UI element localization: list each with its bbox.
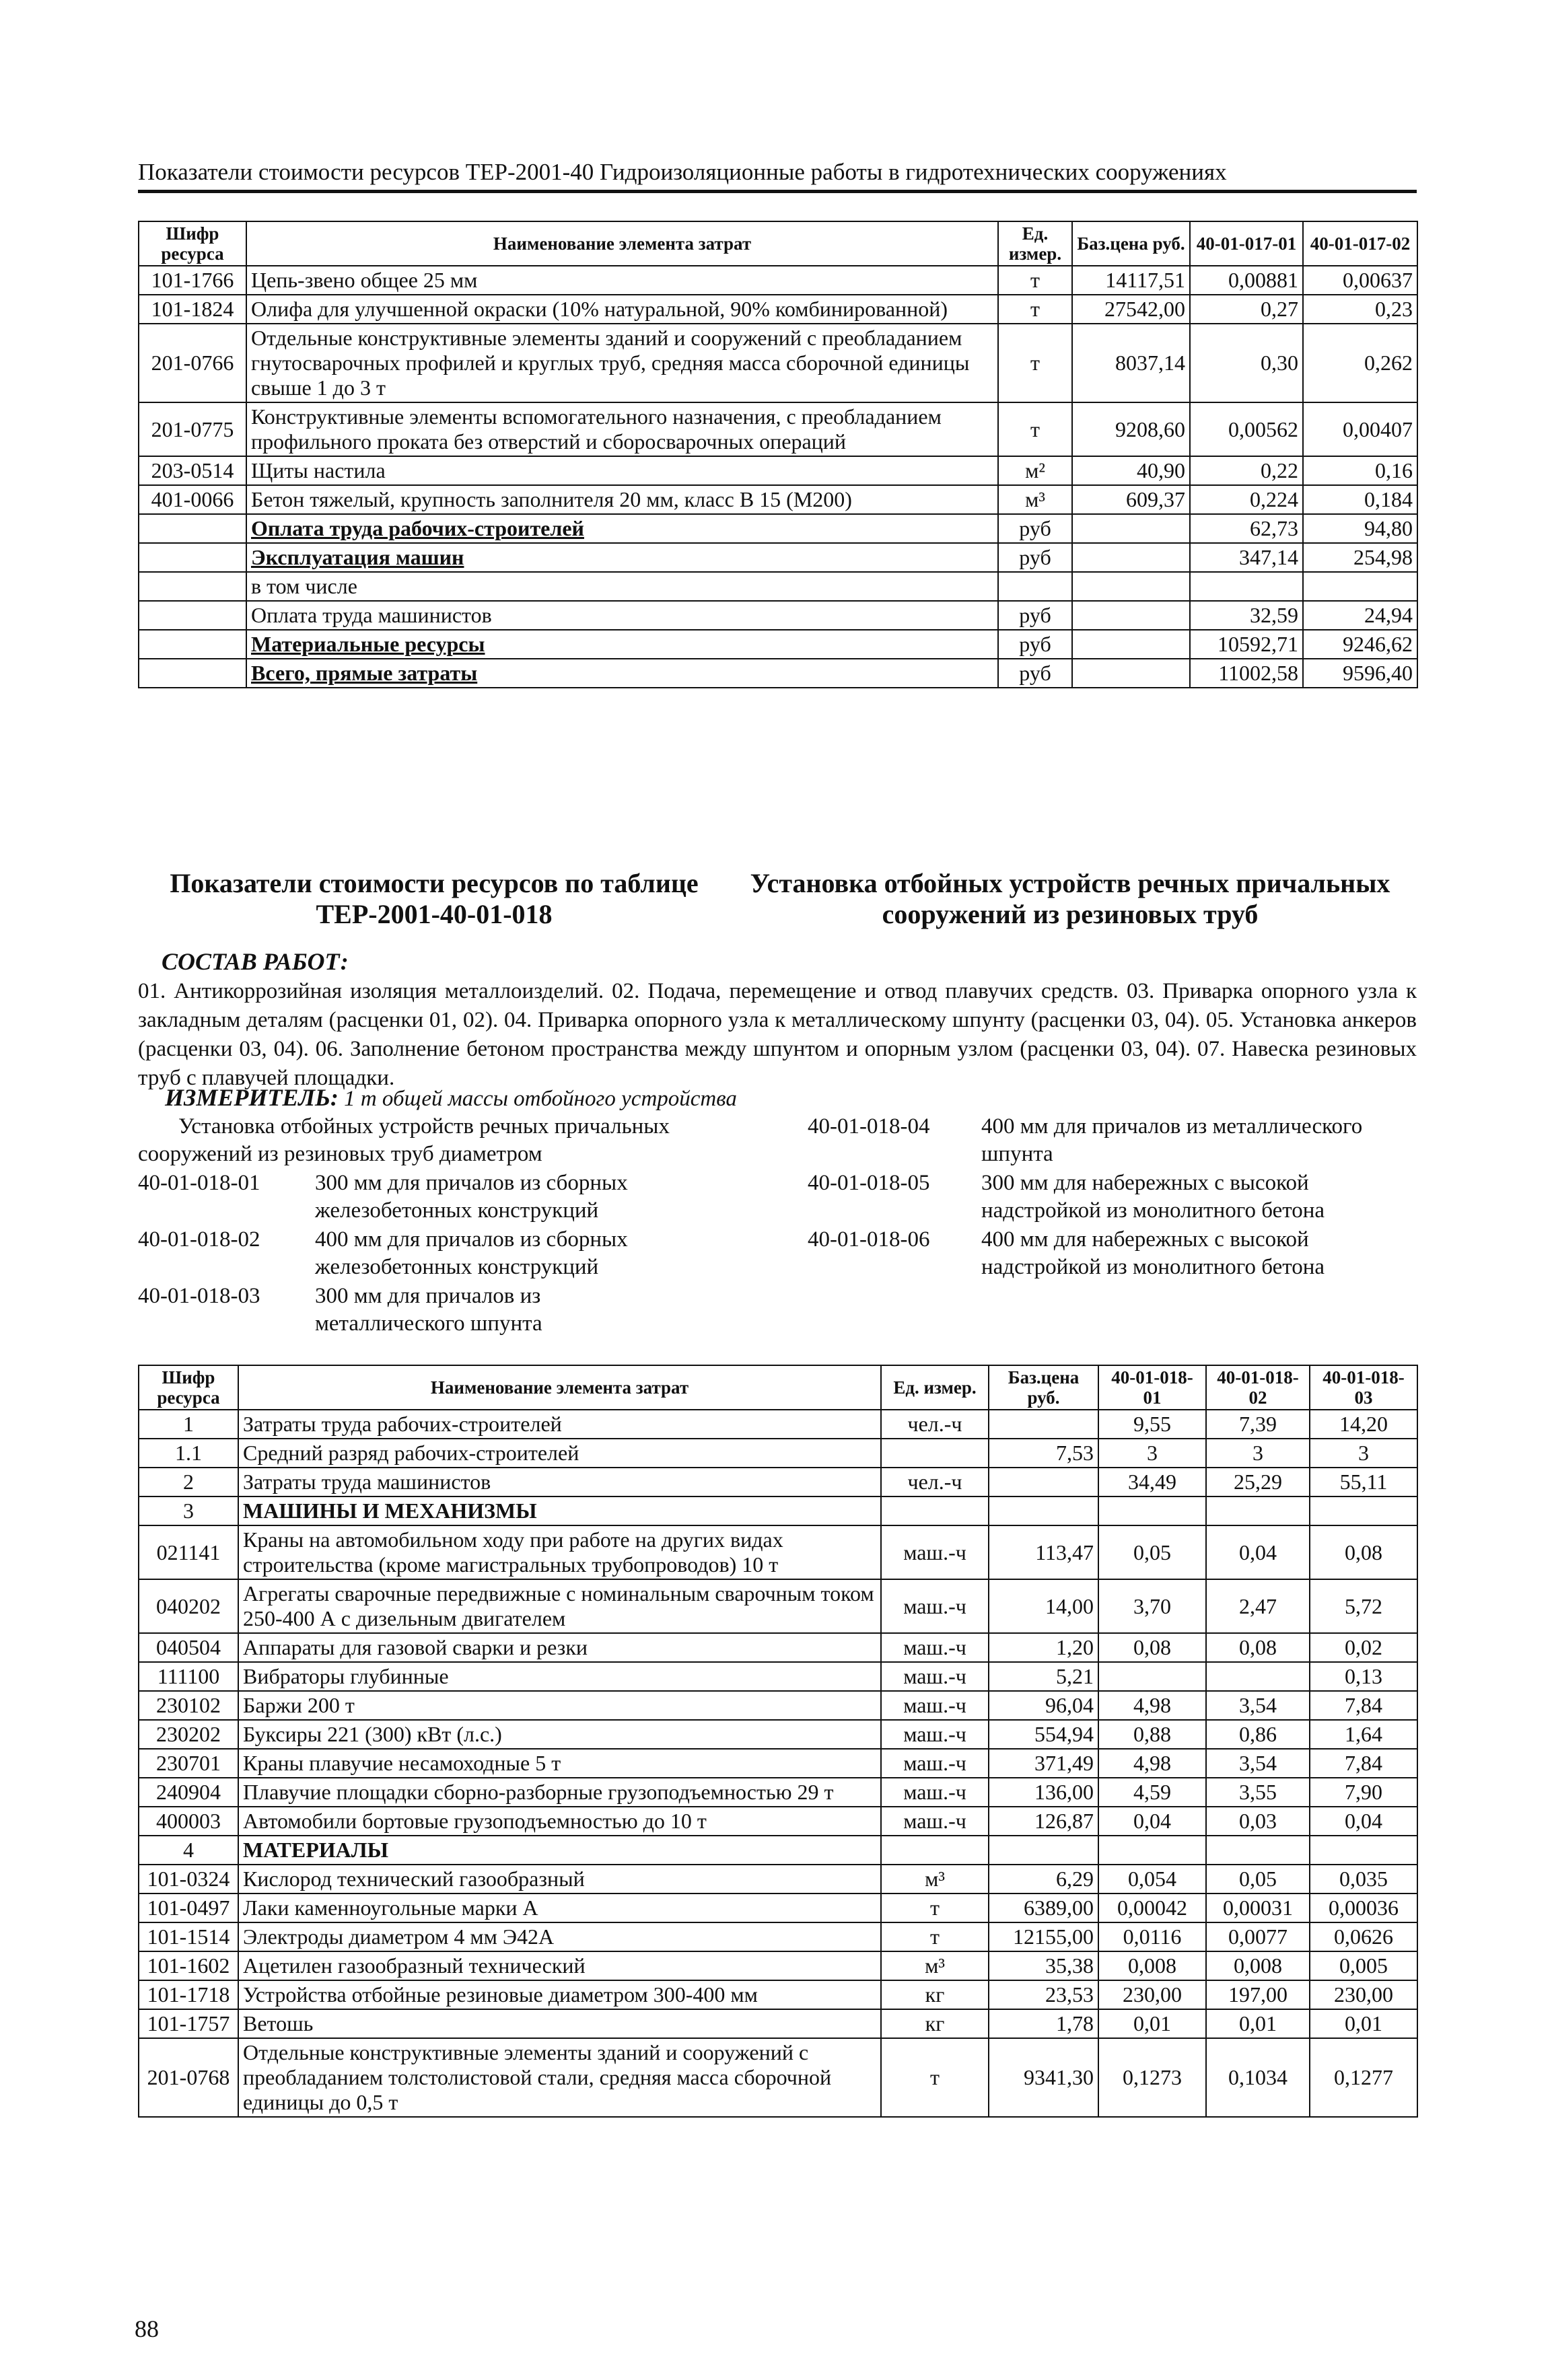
resource-name-cell: Конструктивные элементы вспомогательного назначения, с преобладанием профильного проката без отверстий и сборосварочных операций	[246, 402, 998, 456]
value-cell: 9246,62	[1303, 630, 1417, 659]
resource-name-cell: Плавучие площадки сборно-разборные грузоподъемностью 29 т	[238, 1778, 881, 1807]
resource-table-018	[138, 1365, 1418, 2118]
empty-cell	[1072, 630, 1190, 659]
price-cell: 1,20	[989, 1633, 1098, 1662]
resource-name-cell: Кислород технический газообразный	[238, 1865, 881, 1894]
table-row	[139, 1865, 1417, 1894]
resource-name-cell: Баржи 200 т	[238, 1691, 881, 1720]
value-cell: 0,23	[1303, 295, 1417, 324]
resource-code-cell: 101-1514	[139, 1922, 238, 1951]
section-title-right: Установка отбойных устройств речных причальных сооружений из резиновых труб	[750, 868, 1390, 929]
value-cell: 230,00	[1098, 1980, 1206, 2009]
value-cell	[1098, 1496, 1206, 1525]
totals-name-cell: Оплата труда рабочих-строителей	[246, 514, 998, 543]
resource-code-cell: 101-1766	[139, 266, 246, 295]
resource-code-cell: 201-0775	[139, 402, 246, 456]
value-cell: 254,98	[1303, 543, 1417, 572]
table-row	[139, 1778, 1417, 1807]
value-cell: 0,30	[1190, 324, 1303, 402]
value-cell	[1098, 1836, 1206, 1865]
unit-cell: т	[881, 2038, 989, 2117]
variant-code: 40-01-018-03	[138, 1284, 260, 1308]
unit-cell: м³	[998, 485, 1072, 514]
resource-code-cell: 040202	[139, 1579, 238, 1633]
unit-cell: маш.-ч	[881, 1749, 989, 1778]
resource-code-cell: 240904	[139, 1778, 238, 1807]
value-cell	[1303, 572, 1417, 601]
totals-row	[139, 601, 1417, 630]
value-cell: 62,73	[1190, 514, 1303, 543]
table-row	[139, 2009, 1417, 2038]
value-cell: 11002,58	[1190, 659, 1303, 688]
value-cell: 0,00562	[1190, 402, 1303, 456]
price-cell	[989, 1410, 1098, 1439]
value-cell: 55,11	[1310, 1468, 1417, 1496]
unit-cell: руб	[998, 514, 1072, 543]
unit-cell: маш.-ч	[881, 1579, 989, 1633]
resource-code-cell: 401-0066	[139, 485, 246, 514]
resource-code-cell: 2	[139, 1468, 238, 1496]
col-header-price: Баз.цена руб.	[989, 1365, 1098, 1410]
price-cell: 113,47	[989, 1525, 1098, 1579]
resource-name-cell: Отдельные конструктивные элементы зданий и сооружений с преобладанием толстолистовой стали, средняя масса сборочной единицы до 0,5 т	[238, 2038, 881, 2117]
price-cell: 9341,30	[989, 2038, 1098, 2117]
table-row	[139, 1662, 1417, 1691]
value-cell	[1098, 1662, 1206, 1691]
resource-name-cell: Ацетилен газообразный технический	[238, 1951, 881, 1980]
value-cell: 0,08	[1098, 1633, 1206, 1662]
totals-name-cell: Эксплуатация машин	[246, 543, 998, 572]
price-cell: 9208,60	[1072, 402, 1190, 456]
resource-code-cell: 111100	[139, 1662, 238, 1691]
unit-cell: маш.-ч	[881, 1720, 989, 1749]
value-cell: 0,01	[1310, 2009, 1417, 2038]
variant-code: 40-01-018-04	[808, 1114, 930, 1139]
resource-name-cell: Вибраторы глубинные	[238, 1662, 881, 1691]
section-row	[139, 1836, 1417, 1865]
page-header: Показатели стоимости ресурсов ТЕР-2001-40 Гидроизоляционные работы в гидротехнических сооружениях	[138, 159, 1417, 193]
value-cell: 34,49	[1098, 1468, 1206, 1496]
col-header-c2: 40-01-017-02	[1303, 221, 1417, 266]
value-cell: 24,94	[1303, 601, 1417, 630]
empty-cell	[139, 659, 246, 688]
resource-name-cell: Лаки каменноугольные марки А	[238, 1894, 881, 1922]
value-cell: 5,72	[1310, 1579, 1417, 1633]
resource-name-cell: МАШИНЫ И МЕХАНИЗМЫ	[238, 1496, 881, 1525]
empty-cell	[139, 572, 246, 601]
table-row	[139, 1691, 1417, 1720]
unit-cell: т	[881, 1894, 989, 1922]
value-cell	[1206, 1662, 1310, 1691]
value-cell: 0,00042	[1098, 1894, 1206, 1922]
variant-text: 300 мм для набережных с высокой надстройкой из монолитного бетона	[981, 1171, 1325, 1223]
totals-row	[139, 659, 1417, 688]
empty-cell	[139, 601, 246, 630]
value-cell: 0,00407	[1303, 402, 1417, 456]
table-row	[139, 1951, 1417, 1980]
value-cell: 0,00036	[1310, 1894, 1417, 1922]
value-cell: 4,98	[1098, 1691, 1206, 1720]
price-cell: 23,53	[989, 1980, 1098, 2009]
value-cell: 0,035	[1310, 1865, 1417, 1894]
empty-cell	[139, 514, 246, 543]
value-cell: 0,008	[1098, 1951, 1206, 1980]
resource-code-cell: 1.1	[139, 1439, 238, 1468]
table-row	[139, 1749, 1417, 1778]
value-cell: 0,04	[1310, 1807, 1417, 1836]
unit-cell: кг	[881, 2009, 989, 2038]
unit-cell: т	[881, 1922, 989, 1951]
resource-name-cell: Аппараты для газовой сварки и резки	[238, 1633, 881, 1662]
resource-name-cell: Отдельные конструктивные элементы зданий и сооружений с преобладанием гнутосварочных профилей и круглых труб, средняя масса сборочной единицы свыше 1 до 3 т	[246, 324, 998, 402]
value-cell: 3	[1206, 1439, 1310, 1468]
value-cell: 7,84	[1310, 1691, 1417, 1720]
value-cell: 0,01	[1098, 2009, 1206, 2038]
resource-code-cell: 4	[139, 1836, 238, 1865]
resource-code-cell: 101-0497	[139, 1894, 238, 1922]
unit-cell	[998, 572, 1072, 601]
totals-row	[139, 514, 1417, 543]
col-header-unit: Ед. измер.	[881, 1365, 989, 1410]
resource-table-017	[138, 221, 1418, 688]
value-cell: 0,1034	[1206, 2038, 1310, 2117]
resource-code-cell: 040504	[139, 1633, 238, 1662]
empty-cell	[139, 630, 246, 659]
resource-name-cell: Электроды диаметром 4 мм Э42А	[238, 1922, 881, 1951]
resource-code-cell: 101-1718	[139, 1980, 238, 2009]
price-cell: 6,29	[989, 1865, 1098, 1894]
unit-cell: маш.-ч	[881, 1778, 989, 1807]
value-cell: 0,08	[1310, 1525, 1417, 1579]
value-cell	[1310, 1496, 1417, 1525]
variant-text: 400 мм для набережных с высокой надстройкой из монолитного бетона	[981, 1227, 1325, 1279]
unit-cell: кг	[881, 1980, 989, 2009]
value-cell: 3,54	[1206, 1691, 1310, 1720]
value-cell: 1,64	[1310, 1720, 1417, 1749]
table-header-row	[139, 221, 1417, 266]
price-cell: 40,90	[1072, 456, 1190, 485]
measure-line	[165, 1083, 737, 1112]
resource-code-cell: 203-0514	[139, 456, 246, 485]
value-cell: 0,01	[1206, 2009, 1310, 2038]
totals-row	[139, 630, 1417, 659]
price-cell: 12155,00	[989, 1922, 1098, 1951]
value-cell: 7,84	[1310, 1749, 1417, 1778]
value-cell	[1190, 572, 1303, 601]
value-cell: 4,59	[1098, 1778, 1206, 1807]
price-cell: 1,78	[989, 2009, 1098, 2038]
value-cell	[1310, 1836, 1417, 1865]
unit-cell: чел.-ч	[881, 1468, 989, 1496]
unit-cell: т	[998, 266, 1072, 295]
value-cell: 0,88	[1098, 1720, 1206, 1749]
work-composition-label: СОСТАВ РАБОТ:	[162, 948, 349, 975]
variant-code: 40-01-018-02	[138, 1227, 260, 1252]
unit-cell: м²	[998, 456, 1072, 485]
resource-code-cell: 230102	[139, 1691, 238, 1720]
empty-cell	[1072, 659, 1190, 688]
value-cell: 0,13	[1310, 1662, 1417, 1691]
resource-name-cell: МАТЕРИАЛЫ	[238, 1836, 881, 1865]
value-cell: 230,00	[1310, 1980, 1417, 2009]
value-cell: 0,005	[1310, 1951, 1417, 1980]
value-cell: 7,90	[1310, 1778, 1417, 1807]
table-row	[139, 1922, 1417, 1951]
value-cell: 0,27	[1190, 295, 1303, 324]
col-header-name: Наименование элемента затрат	[238, 1365, 881, 1410]
unit-cell: маш.-ч	[881, 1525, 989, 1579]
table-row	[139, 1894, 1417, 1922]
table-row	[139, 1579, 1417, 1633]
resource-name-cell: Олифа для улучшенной окраски (10% натуральной, 90% комбинированной)	[246, 295, 998, 324]
table-row	[139, 1468, 1417, 1496]
table-row	[139, 402, 1417, 456]
value-cell: 0,1277	[1310, 2038, 1417, 2117]
resource-name-cell: Цепь-звено общее 25 мм	[246, 266, 998, 295]
value-cell: 0,08	[1206, 1633, 1310, 1662]
variant-text: 300 мм для причалов из металлического шпунта	[315, 1284, 542, 1336]
value-cell: 3,70	[1098, 1579, 1206, 1633]
unit-cell: т	[998, 324, 1072, 402]
unit-cell: м³	[881, 1951, 989, 1980]
price-cell: 14117,51	[1072, 266, 1190, 295]
value-cell: 10592,71	[1190, 630, 1303, 659]
table-row	[139, 324, 1417, 402]
empty-cell	[1072, 514, 1190, 543]
price-cell: 27542,00	[1072, 295, 1190, 324]
resource-code-cell: 201-0768	[139, 2038, 238, 2117]
variant-text: 400 мм для причалов из сборных железобетонных конструкций	[315, 1227, 628, 1279]
value-cell: 9596,40	[1303, 659, 1417, 688]
value-cell	[1206, 1836, 1310, 1865]
resource-name-cell: Буксиры 221 (300) кВт (л.с.)	[238, 1720, 881, 1749]
empty-cell	[1072, 543, 1190, 572]
value-cell: 0,00637	[1303, 266, 1417, 295]
col-header-name: Наименование элемента затрат	[246, 221, 998, 266]
unit-cell: чел.-ч	[881, 1410, 989, 1439]
totals-row	[139, 543, 1417, 572]
variant-text: 300 мм для причалов из сборных железобетонных конструкций	[315, 1171, 628, 1223]
unit-cell	[881, 1836, 989, 1865]
empty-cell	[1072, 601, 1190, 630]
table-row	[139, 1980, 1417, 2009]
resource-name-cell: Краны на автомобильном ходу при работе на других видах строительства (кроме магистральных трубопроводов) 10 т	[238, 1525, 881, 1579]
value-cell: 0,04	[1098, 1807, 1206, 1836]
table-row	[139, 1439, 1417, 1468]
variants-intro: Установка отбойных устройств речных причальных сооружений из резиновых труб диаметром	[138, 1114, 670, 1166]
resource-name-cell: Устройства отбойные резиновые диаметром 300-400 мм	[238, 1980, 881, 2009]
section-title-left: Показатели стоимости ресурсов по таблице ТЕР-2001-40-01-018	[170, 868, 699, 929]
empty-cell	[139, 543, 246, 572]
value-cell: 0,05	[1098, 1525, 1206, 1579]
value-cell: 0,86	[1206, 1720, 1310, 1749]
value-cell: 0,02	[1310, 1633, 1417, 1662]
value-cell: 2,47	[1206, 1579, 1310, 1633]
price-cell: 126,87	[989, 1807, 1098, 1836]
col-header-c1: 40-01-017-01	[1190, 221, 1303, 266]
value-cell: 0,00031	[1206, 1894, 1310, 1922]
totals-row	[139, 572, 1417, 601]
work-composition-text: 01. Антикоррозийная изоляция металлоизделий. 02. Подача, перемещение и отвод плавучих средств. 03. Приварка опорного узла к закладным деталям (расценки 01, 02). 04. Приварка опорного узла к металлическому шпунту (расценки 03, 04). 05. Установка анкеров (расценки 03, 04). 06. Заполнение бетоном пространства между шпунтом и опорным узлом (расценки 03, 04). 07. Навеска резиновых труб с плавучей площадки.	[138, 979, 1417, 1090]
resource-code-cell: 101-1824	[139, 295, 246, 324]
table-row	[139, 1525, 1417, 1579]
value-cell: 94,80	[1303, 514, 1417, 543]
value-cell: 3	[1310, 1439, 1417, 1468]
price-cell	[989, 1496, 1098, 1525]
unit-cell: руб	[998, 659, 1072, 688]
value-cell: 0,05	[1206, 1865, 1310, 1894]
resource-code-cell: 1	[139, 1410, 238, 1439]
resource-name-cell: Бетон тяжелый, крупность заполнителя 20 мм, класс В 15 (М200)	[246, 485, 998, 514]
col-header-code: Шифр ресурса	[139, 1365, 238, 1410]
resource-name-cell: Щиты настила	[246, 456, 998, 485]
unit-cell	[881, 1496, 989, 1525]
col-header-c3: 40-01-018-03	[1310, 1365, 1417, 1410]
table-row	[139, 485, 1417, 514]
value-cell: 3,55	[1206, 1778, 1310, 1807]
table-row	[139, 1633, 1417, 1662]
value-cell: 0,0626	[1310, 1922, 1417, 1951]
price-cell: 554,94	[989, 1720, 1098, 1749]
value-cell: 32,59	[1190, 601, 1303, 630]
table-row	[139, 1410, 1417, 1439]
variant-code: 40-01-018-05	[808, 1171, 930, 1195]
resource-code-cell: 230202	[139, 1720, 238, 1749]
price-cell	[989, 1468, 1098, 1496]
col-header-c1: 40-01-018-01	[1098, 1365, 1206, 1410]
resource-code-cell: 101-1602	[139, 1951, 238, 1980]
unit-cell: маш.-ч	[881, 1633, 989, 1662]
value-cell: 0,00881	[1190, 266, 1303, 295]
price-cell: 8037,14	[1072, 324, 1190, 402]
measure-label: ИЗМЕРИТЕЛЬ:	[165, 1084, 339, 1111]
resource-name-cell: Краны плавучие несамоходные 5 т	[238, 1749, 881, 1778]
value-cell: 0,03	[1206, 1807, 1310, 1836]
value-cell: 9,55	[1098, 1410, 1206, 1439]
resource-name-cell: Автомобили бортовые грузоподъемностью до 10 т	[238, 1807, 881, 1836]
price-cell: 609,37	[1072, 485, 1190, 514]
price-cell: 14,00	[989, 1579, 1098, 1633]
value-cell: 0,04	[1206, 1525, 1310, 1579]
value-cell: 0,262	[1303, 324, 1417, 402]
price-cell: 96,04	[989, 1691, 1098, 1720]
price-cell: 7,53	[989, 1439, 1098, 1468]
value-cell: 7,39	[1206, 1410, 1310, 1439]
value-cell: 347,14	[1190, 543, 1303, 572]
resource-name-cell: Средний разряд рабочих-строителей	[238, 1439, 881, 1468]
value-cell: 3,54	[1206, 1749, 1310, 1778]
table-row	[139, 266, 1417, 295]
price-cell	[989, 1836, 1098, 1865]
value-cell: 4,98	[1098, 1749, 1206, 1778]
unit-cell: маш.-ч	[881, 1691, 989, 1720]
variant-code: 40-01-018-01	[138, 1171, 260, 1195]
empty-cell	[1072, 572, 1190, 601]
value-cell: 0,1273	[1098, 2038, 1206, 2117]
price-cell: 5,21	[989, 1662, 1098, 1691]
value-cell: 0,184	[1303, 485, 1417, 514]
resource-code-cell: 021141	[139, 1525, 238, 1579]
col-header-code: Шифр ресурса	[139, 221, 246, 266]
resource-code-cell: 101-1757	[139, 2009, 238, 2038]
section-row	[139, 1496, 1417, 1525]
page-number: 88	[135, 2315, 159, 2342]
value-cell	[1206, 1496, 1310, 1525]
table-row	[139, 295, 1417, 324]
resource-code-cell: 3	[139, 1496, 238, 1525]
resource-code-cell: 201-0766	[139, 324, 246, 402]
value-cell: 14,20	[1310, 1410, 1417, 1439]
value-cell: 3	[1098, 1439, 1206, 1468]
table-row	[139, 1807, 1417, 1836]
totals-name-cell: Всего, прямые затраты	[246, 659, 998, 688]
col-header-price: Баз.цена руб.	[1072, 221, 1190, 266]
unit-cell: т	[998, 402, 1072, 456]
unit-cell	[881, 1439, 989, 1468]
unit-cell: маш.-ч	[881, 1807, 989, 1836]
resource-name-cell: Ветошь	[238, 2009, 881, 2038]
table-row	[139, 1720, 1417, 1749]
variant-text: 400 мм для причалов из металлического шпунта	[981, 1114, 1363, 1166]
table-row	[139, 456, 1417, 485]
value-cell: 197,00	[1206, 1980, 1310, 2009]
table-header-row	[139, 1365, 1417, 1410]
value-cell: 25,29	[1206, 1468, 1310, 1496]
resource-code-cell: 400003	[139, 1807, 238, 1836]
col-header-unit: Ед. измер.	[998, 221, 1072, 266]
value-cell: 0,0116	[1098, 1922, 1206, 1951]
totals-name-cell: Материальные ресурсы	[246, 630, 998, 659]
unit-cell: руб	[998, 543, 1072, 572]
value-cell: 0,0077	[1206, 1922, 1310, 1951]
unit-cell: маш.-ч	[881, 1662, 989, 1691]
unit-cell: руб	[998, 630, 1072, 659]
price-cell: 6389,00	[989, 1894, 1098, 1922]
value-cell: 0,008	[1206, 1951, 1310, 1980]
variant-code: 40-01-018-06	[808, 1227, 930, 1252]
totals-name-cell: Оплата труда машинистов	[246, 601, 998, 630]
price-cell: 136,00	[989, 1778, 1098, 1807]
resource-code-cell: 230701	[139, 1749, 238, 1778]
table-row	[139, 2038, 1417, 2117]
col-header-c2: 40-01-018-02	[1206, 1365, 1310, 1410]
price-cell: 371,49	[989, 1749, 1098, 1778]
measure-text: 1 т общей массы отбойного устройства	[344, 1087, 737, 1111]
unit-cell: м³	[881, 1865, 989, 1894]
value-cell: 0,22	[1190, 456, 1303, 485]
resource-name-cell: Агрегаты сварочные передвижные с номинальным сварочным током 250-400 А с дизельным двигателем	[238, 1579, 881, 1633]
unit-cell: руб	[998, 601, 1072, 630]
totals-name-cell: в том числе	[246, 572, 998, 601]
resource-name-cell: Затраты труда машинистов	[238, 1468, 881, 1496]
price-cell: 35,38	[989, 1951, 1098, 1980]
unit-cell: т	[998, 295, 1072, 324]
value-cell: 0,224	[1190, 485, 1303, 514]
value-cell: 0,16	[1303, 456, 1417, 485]
resource-name-cell: Затраты труда рабочих-строителей	[238, 1410, 881, 1439]
value-cell: 0,054	[1098, 1865, 1206, 1894]
resource-code-cell: 101-0324	[139, 1865, 238, 1894]
